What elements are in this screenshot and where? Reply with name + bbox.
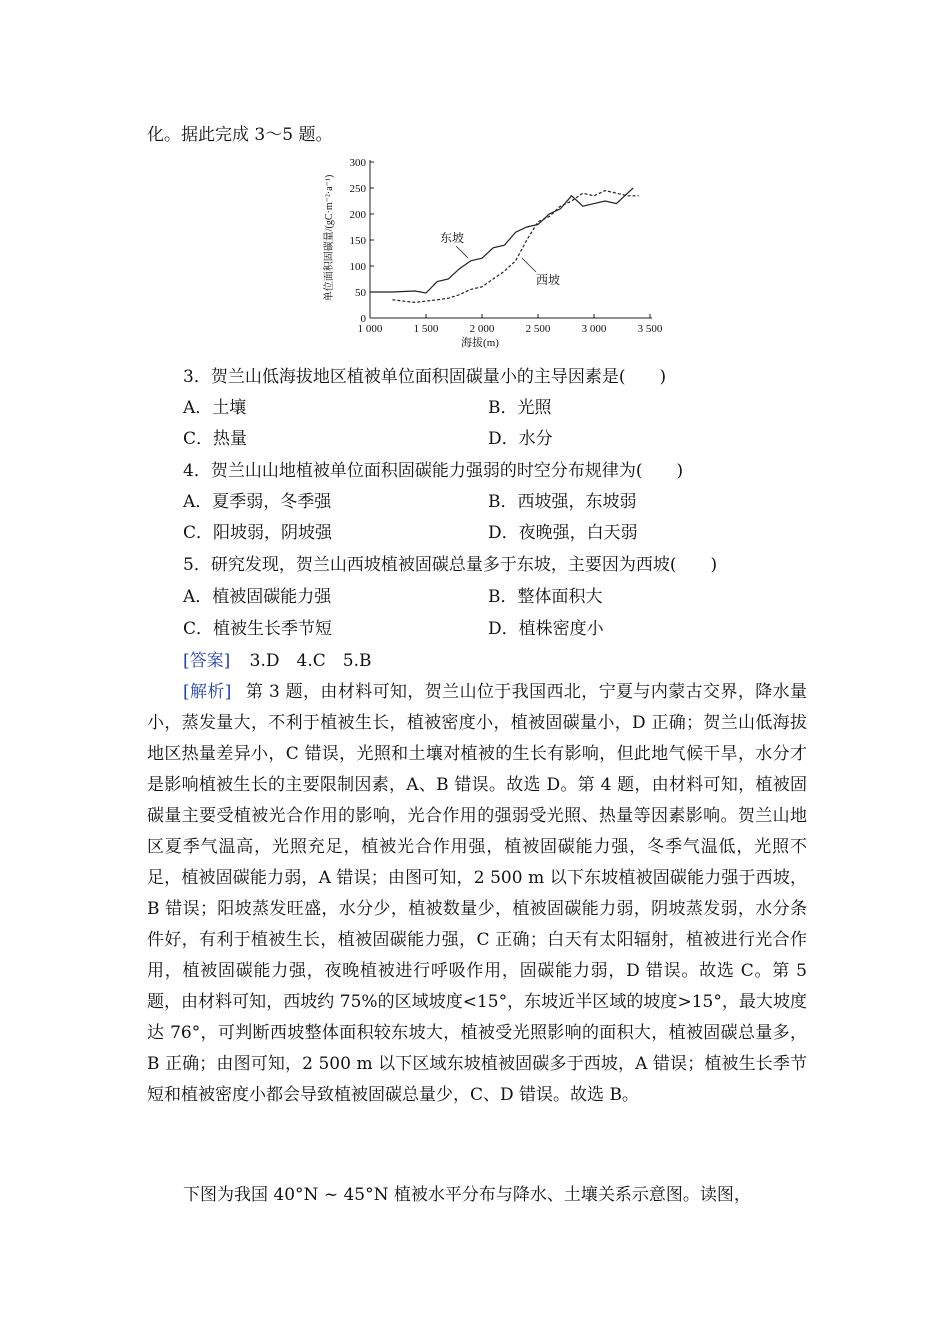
chart-axes bbox=[370, 160, 652, 318]
x-tick-label: 3 000 bbox=[581, 323, 607, 335]
x-axis-label: 海拔(m) bbox=[461, 337, 499, 349]
footer-paragraph bbox=[147, 1180, 807, 1211]
intro-text: 化。据此完成 3～5 题。 bbox=[147, 125, 333, 145]
answer-line bbox=[183, 650, 371, 672]
pointer-east-slope bbox=[456, 246, 468, 258]
question-4-stem: 4．贺兰山山地植被单位面积固碳能力强弱的时空分布规律为( ) bbox=[183, 461, 684, 481]
question-5-option-c: C．植被生长季节短 bbox=[183, 619, 333, 639]
question-5-option-b: B．整体面积大 bbox=[488, 587, 603, 607]
y-tick-label: 150 bbox=[349, 235, 366, 247]
x-tick-label: 2 000 bbox=[469, 323, 495, 335]
question-5-option-a: A．植被固碳能力强 bbox=[183, 587, 332, 607]
label-west-slope: 西坡 bbox=[536, 273, 561, 287]
analysis-text: 第 3 题，由材料可知，贺兰山位于我国西北，宁夏与内蒙古交界，降水量小，蒸发量大，不利于植被生长，植被密度小，植被固碳量小，D 正确；贺兰山低海拔地区热量差异小，C 错误，光照和土壤对植被的生长有影响，但此地气候干旱，水分才是影响植被生长的主要限制因素，A、B 错误。故选 D。第 4 题，由材料可知，植被固碳量主要受植被光合作用的影响，光合作用的强弱受光照、热量等因素影响。贺兰山地区夏季气温高，光照充足，植被光合作用强，植被固碳能力强，冬季气温低，光照不足，植被固碳能力弱，A 错误；由图可知，2 500 m 以下东坡植被固碳能力强于西坡，B 错误；阳坡蒸发旺盛，水分少，植被数量少，植被固碳能力弱，阴坡蒸发弱，水分条件好，有利于植被生长，植被固碳能力强，C 正确；白天有太阳辐射，植被进行光合作用，植被固碳能力强，夜晚植被进行呼吸作用，固碳能力弱，D 错误。故选 C。第 5 题，由材料可知，西坡约 75%的区域坡度<15°，东坡近半区域的坡度>15°，最大坡度达 76°，可判断西坡整体面积较东坡大，植被受光照影响的面积大，植被固碳总量多，B 正确；由图可知，2 500 m 以下区域东坡植被固碳多于西坡，A 错误；植被生长季节短和植被密度小都会导致植被固碳总量少，C、D 错误。故选 B。 bbox=[147, 682, 808, 1105]
x-tick-label: 2 500 bbox=[525, 323, 551, 335]
analysis-tag: [解析] bbox=[183, 682, 232, 702]
question-3-stem: 3．贺兰山低海拔地区植被单位面积固碳量小的主导因素是( ) bbox=[183, 367, 667, 387]
question-4-option-b: B．西坡强，东坡弱 bbox=[488, 492, 637, 512]
y-tick-label: 0 bbox=[360, 313, 366, 325]
answer-tag: [答案] bbox=[183, 651, 231, 671]
answer-text: 3.D 4.C 5.B bbox=[249, 651, 372, 671]
x-tick-label: 3 500 bbox=[637, 323, 663, 335]
question-3-option-d: D．水分 bbox=[488, 429, 553, 449]
analysis-paragraph bbox=[147, 677, 807, 1111]
y-tick-label: 250 bbox=[349, 183, 366, 195]
question-3-option-a: A．土壤 bbox=[183, 398, 247, 418]
series-line-west-slope bbox=[392, 191, 638, 303]
pointer-west-slope bbox=[522, 258, 536, 272]
carbon-chart bbox=[318, 150, 678, 350]
question-4-option-d: D．夜晚强，白天弱 bbox=[488, 523, 638, 543]
y-tick-label: 100 bbox=[349, 261, 366, 273]
footer-text: 下图为我国 40°N ~ 45°N 植被水平分布与降水、土壤关系示意图。读图， bbox=[183, 1185, 751, 1205]
y-tick-label: 300 bbox=[349, 157, 366, 169]
y-tick-label: 50 bbox=[355, 287, 366, 299]
question-5-stem: 5．研究发现，贺兰山西坡植被固碳总量多于东坡，主要因为西坡( ) bbox=[183, 555, 718, 575]
series-line-east-slope bbox=[370, 188, 633, 293]
x-tick-label: 1 500 bbox=[413, 323, 439, 335]
label-east-slope: 东坡 bbox=[440, 231, 465, 245]
chart-annotations bbox=[440, 230, 560, 287]
question-3-option-c: C．热量 bbox=[183, 429, 248, 449]
question-4-option-a: A．夏季弱，冬季强 bbox=[183, 492, 332, 512]
y-axis-label: 单位面积固碳量/(gC·m⁻²·a⁻¹) bbox=[324, 174, 335, 302]
y-tick-label: 200 bbox=[349, 209, 366, 221]
chart-series bbox=[370, 188, 639, 302]
x-ticks bbox=[358, 314, 663, 335]
question-5-option-d: D．植株密度小 bbox=[488, 619, 604, 639]
question-3-option-b: B．光照 bbox=[488, 398, 552, 418]
question-4-option-c: C．阳坡弱，阴坡强 bbox=[183, 523, 333, 543]
x-tick-label: 1 000 bbox=[357, 323, 383, 335]
